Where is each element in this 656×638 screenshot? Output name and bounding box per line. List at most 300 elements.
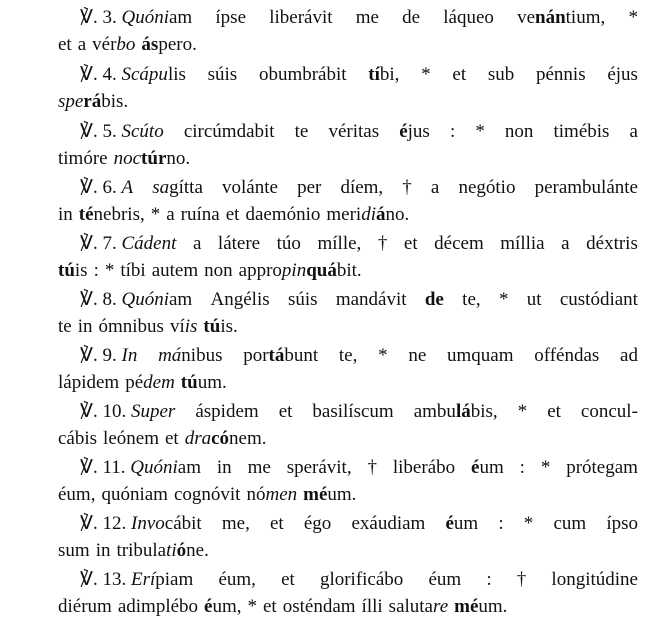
word [505, 118, 534, 145]
word [218, 230, 260, 257]
word [92, 31, 135, 58]
text-segment: súis [207, 64, 238, 85]
text-segment: Cádent [121, 233, 177, 254]
text-segment: me, [221, 513, 250, 534]
word [475, 118, 485, 145]
word [362, 593, 383, 620]
text-segment: sa [152, 177, 170, 198]
text-segment: * [475, 121, 485, 142]
text-segment: ℣. 7. [80, 233, 122, 254]
word [94, 257, 99, 284]
text-segment: * [523, 513, 534, 534]
word [185, 425, 267, 452]
word [141, 31, 196, 58]
text-segment: in [77, 316, 93, 337]
text-segment: et [278, 401, 293, 422]
text-segment: appro [238, 260, 282, 281]
word [339, 342, 357, 369]
word [561, 230, 569, 257]
word [462, 286, 480, 313]
text-segment: : [486, 569, 492, 590]
word [170, 313, 197, 340]
verse-line [58, 4, 638, 31]
word [151, 201, 161, 228]
word [208, 61, 238, 88]
text-segment: mandávit [335, 289, 407, 310]
text-segment: leónem [103, 428, 159, 449]
text-segment: um. [197, 372, 227, 393]
text-segment: tribula [116, 540, 167, 561]
verse-line [58, 313, 638, 340]
text-segment: quóniam [101, 484, 168, 505]
word [421, 61, 431, 88]
word [80, 286, 192, 313]
text-segment: égo [303, 513, 332, 534]
text-segment: is [184, 316, 198, 337]
word [320, 566, 403, 593]
word [245, 201, 320, 228]
verse-line [58, 454, 638, 481]
text-segment: ℣. 11. [80, 457, 131, 478]
word [351, 510, 425, 537]
text-segment: ás [141, 34, 159, 55]
text-segment: saluta [388, 596, 433, 617]
text-segment: am [169, 289, 193, 310]
word [630, 118, 638, 145]
verse-v6 [58, 174, 638, 228]
text-segment: tú [180, 372, 198, 393]
text-segment: bi, [379, 64, 400, 85]
text-segment: é [445, 513, 454, 534]
word [317, 230, 361, 257]
word [80, 230, 176, 257]
verse-line [58, 481, 638, 508]
text-segment: um. [478, 596, 508, 617]
word [99, 313, 164, 340]
word [80, 174, 133, 201]
text-segment: † [367, 457, 377, 478]
verse-line [58, 31, 638, 58]
word [304, 510, 331, 537]
text-segment: tíbi [120, 260, 146, 281]
text-segment: có [211, 428, 230, 449]
text-segment: ad [620, 345, 638, 366]
text-segment: ómnibus [98, 316, 164, 337]
word [246, 481, 297, 508]
text-segment: éum, [58, 484, 96, 505]
text-segment: ó [176, 540, 187, 561]
text-segment: Angélis [210, 289, 270, 310]
word [215, 4, 246, 31]
text-segment: piam [155, 569, 194, 590]
text-segment: éjus [607, 64, 638, 85]
text-segment: a [192, 233, 202, 254]
text-segment: umquam [447, 345, 514, 366]
word [393, 454, 455, 481]
word [58, 145, 108, 172]
word [58, 593, 112, 620]
text-segment: : [498, 513, 504, 534]
word [378, 230, 388, 257]
word [125, 369, 175, 396]
word [222, 174, 278, 201]
text-segment: bo [116, 34, 136, 55]
text-segment: negótio [458, 177, 516, 198]
verse-line [58, 174, 638, 201]
word [158, 342, 222, 369]
text-segment: : [93, 260, 99, 281]
word [606, 510, 638, 537]
verse-line [58, 593, 638, 620]
word [152, 257, 198, 284]
word [118, 593, 198, 620]
word [96, 537, 111, 564]
word [203, 313, 237, 340]
text-segment: meri [326, 204, 362, 225]
word [152, 174, 203, 201]
text-segment: sub [487, 64, 515, 85]
text-segment: Erí [131, 569, 156, 590]
text-segment: no. [385, 204, 410, 225]
word [554, 118, 610, 145]
word [166, 201, 174, 228]
word [58, 369, 119, 396]
text-segment: Invo [131, 513, 165, 534]
word [520, 454, 525, 481]
text-segment: tá [268, 345, 285, 366]
text-segment: um [479, 457, 504, 478]
word [471, 454, 504, 481]
word [283, 593, 356, 620]
text-segment: déxtris [586, 233, 638, 254]
text-segment: liberábo [392, 457, 456, 478]
word [498, 510, 503, 537]
text-segment: in [58, 204, 73, 225]
word [404, 230, 418, 257]
text-segment: mílle, [317, 233, 362, 254]
verse-line [58, 118, 638, 145]
text-segment: rá [83, 91, 102, 112]
text-segment: mé [454, 596, 479, 617]
text-segment: per [297, 177, 322, 198]
word [551, 566, 638, 593]
word [541, 454, 551, 481]
text-segment: a [629, 121, 638, 142]
text-segment: et [225, 204, 240, 225]
word [517, 566, 527, 593]
text-segment: † [402, 177, 412, 198]
word [248, 593, 258, 620]
verse-line [58, 257, 638, 284]
text-segment: ruína [180, 204, 220, 225]
text-segment: is. [220, 316, 238, 337]
text-segment: timóre [58, 148, 108, 169]
text-segment: áspidem [195, 401, 259, 422]
text-segment: um, [212, 596, 242, 617]
word [78, 31, 86, 58]
text-segment: te [294, 121, 309, 142]
word [193, 230, 201, 257]
text-segment: te, [462, 289, 481, 310]
text-segment: et [547, 401, 561, 422]
text-segment: ílli [361, 596, 383, 617]
text-segment: cábis [58, 428, 98, 449]
text-segment: nibus [181, 345, 223, 366]
verse-v4 [58, 61, 638, 115]
text-segment: am [177, 457, 202, 478]
verse-v11 [58, 454, 638, 508]
text-segment: : [519, 457, 525, 478]
word [408, 342, 426, 369]
word [165, 425, 179, 452]
word [500, 230, 544, 257]
word [78, 313, 93, 340]
text-segment: obumbrábit [258, 64, 347, 85]
text-segment: um [453, 513, 479, 534]
text-segment: autem [151, 260, 199, 281]
text-segment: é [204, 596, 213, 617]
text-segment: é [471, 457, 480, 478]
text-segment: men [265, 484, 298, 505]
text-segment: tí [368, 64, 380, 85]
text-segment: re [433, 596, 449, 617]
word [547, 398, 561, 425]
word [399, 118, 430, 145]
verse-line [58, 425, 638, 452]
text-segment: tú [58, 260, 75, 281]
text-segment: glorificábo [319, 569, 404, 590]
text-segment: et [281, 569, 295, 590]
word [566, 454, 638, 481]
word [428, 566, 461, 593]
word [452, 61, 466, 88]
text-segment: éum [428, 569, 462, 590]
text-segment: éum, [218, 569, 256, 590]
word [287, 454, 352, 481]
verse-v9 [58, 342, 638, 396]
text-segment: pin [281, 260, 307, 281]
text-segment: de [424, 289, 444, 310]
text-segment: et [263, 596, 277, 617]
text-segment: liberávit [269, 7, 333, 28]
word [218, 566, 255, 593]
word [458, 174, 515, 201]
word [312, 398, 393, 425]
text-segment: á [375, 204, 386, 225]
word [181, 201, 220, 228]
text-segment: noc [113, 148, 142, 169]
text-segment: circúmdabit [183, 121, 275, 142]
text-segment: nán [535, 7, 566, 28]
word [499, 286, 509, 313]
word [248, 454, 271, 481]
text-segment: In [121, 345, 138, 366]
text-segment: Quóni [121, 7, 169, 28]
word [586, 230, 638, 257]
text-segment: ℣. 6. [80, 177, 122, 198]
text-segment: pero. [158, 34, 197, 55]
text-segment: ℣. 3. [80, 7, 122, 28]
text-segment: ípso [606, 513, 638, 534]
verse-v8 [58, 286, 638, 340]
word [58, 425, 97, 452]
text-segment: et [403, 233, 418, 254]
text-segment: tú [203, 316, 221, 337]
word [58, 31, 72, 58]
text-segment: ti [166, 540, 177, 561]
text-segment: * [498, 289, 509, 310]
text-segment: véritas [328, 121, 380, 142]
verse-line [58, 342, 638, 369]
verse-line [58, 286, 638, 313]
word [454, 593, 507, 620]
text-segment: dem [143, 372, 175, 393]
text-segment: no. [166, 148, 191, 169]
word [58, 481, 95, 508]
text-segment: * [150, 204, 161, 225]
verse-line [58, 145, 638, 172]
text-segment: volánte [222, 177, 278, 198]
text-segment: concul- [580, 401, 638, 422]
verse-v7 [58, 230, 638, 284]
word [105, 257, 115, 284]
verse-line [58, 537, 638, 564]
text-segment: bunt [284, 345, 319, 366]
text-segment: * [421, 64, 431, 85]
text-segment: túr [141, 148, 167, 169]
word [279, 398, 293, 425]
word [518, 398, 528, 425]
word [425, 286, 444, 313]
text-segment: : [449, 121, 456, 142]
text-segment: perambulánte [534, 177, 638, 198]
text-segment: mé [303, 484, 328, 505]
word [402, 4, 420, 31]
text-segment: custódiant [559, 289, 638, 310]
word [447, 342, 514, 369]
word [560, 286, 638, 313]
text-segment: † [377, 233, 388, 254]
text-segment: ℣. 4. [80, 64, 122, 85]
text-segment: is [74, 260, 88, 281]
text-segment: gítta [169, 177, 203, 198]
word [534, 342, 599, 369]
word [181, 369, 227, 396]
text-segment: ℣. 8. [80, 289, 122, 310]
text-segment: míllia [500, 233, 545, 254]
text-segment: sperávit, [286, 457, 352, 478]
text-segment: basilíscum [312, 401, 394, 422]
word [336, 286, 407, 313]
word [58, 201, 73, 228]
word [431, 174, 439, 201]
word [263, 593, 277, 620]
word [204, 257, 233, 284]
text-segment: Quóni [130, 457, 178, 478]
verse-line [58, 230, 638, 257]
text-segment: in [95, 540, 111, 561]
text-segment: cábit [164, 513, 202, 534]
text-segment: et [164, 428, 179, 449]
text-segment: Scápu [121, 64, 168, 85]
text-segment: * [378, 345, 388, 366]
word [80, 118, 164, 145]
text-segment: et [58, 34, 72, 55]
text-segment: bit. [336, 260, 362, 281]
text-segment: spe [58, 91, 84, 112]
verse-line [58, 88, 638, 115]
verse-line [58, 369, 638, 396]
word [80, 61, 186, 88]
word [58, 88, 128, 115]
text-segment: nem. [229, 428, 267, 449]
text-segment: diérum [58, 596, 112, 617]
word [269, 4, 332, 31]
text-segment: sum [58, 540, 90, 561]
word [368, 61, 399, 88]
text-segment: ℣. 9. [80, 345, 122, 366]
text-segment: * [628, 7, 638, 28]
word [101, 481, 168, 508]
text-segment: et [452, 64, 467, 85]
verse-line [58, 566, 638, 593]
text-segment: a [430, 177, 440, 198]
word [378, 342, 388, 369]
text-segment: de [402, 7, 421, 28]
text-segment: ne. [186, 540, 209, 561]
word [80, 4, 192, 31]
text-segment: láqueo [443, 7, 494, 28]
text-segment: túo [276, 233, 301, 254]
text-segment: in [216, 457, 232, 478]
text-segment: vér [92, 34, 117, 55]
word [340, 174, 383, 201]
word [80, 398, 175, 425]
word [222, 510, 250, 537]
word [620, 342, 638, 369]
text-segment: lá [455, 401, 471, 422]
text-segment: ut [526, 289, 542, 310]
text-segment: adimplébo [117, 596, 199, 617]
text-segment: * [540, 457, 551, 478]
text-segment: non [204, 260, 233, 281]
word [226, 201, 240, 228]
text-segment: quá [306, 260, 337, 281]
word [527, 286, 542, 313]
text-segment: é [399, 121, 408, 142]
word [628, 4, 638, 31]
word [486, 566, 491, 593]
word [607, 61, 638, 88]
text-segment: a [166, 204, 175, 225]
text-segment: nó [246, 484, 266, 505]
verse-v3 [58, 4, 638, 58]
text-segment: té [78, 204, 94, 225]
text-segment: ípse [215, 7, 247, 28]
verse-line [58, 201, 638, 228]
word [239, 257, 362, 284]
word [80, 510, 202, 537]
verse-line [58, 398, 638, 425]
text-segment: cognóvit [173, 484, 241, 505]
word [288, 286, 318, 313]
text-segment: bis. [101, 91, 129, 112]
text-segment: nebris, [93, 204, 145, 225]
text-segment: am [169, 7, 193, 28]
word [114, 145, 191, 172]
verse-v12 [58, 510, 638, 564]
word [116, 537, 208, 564]
